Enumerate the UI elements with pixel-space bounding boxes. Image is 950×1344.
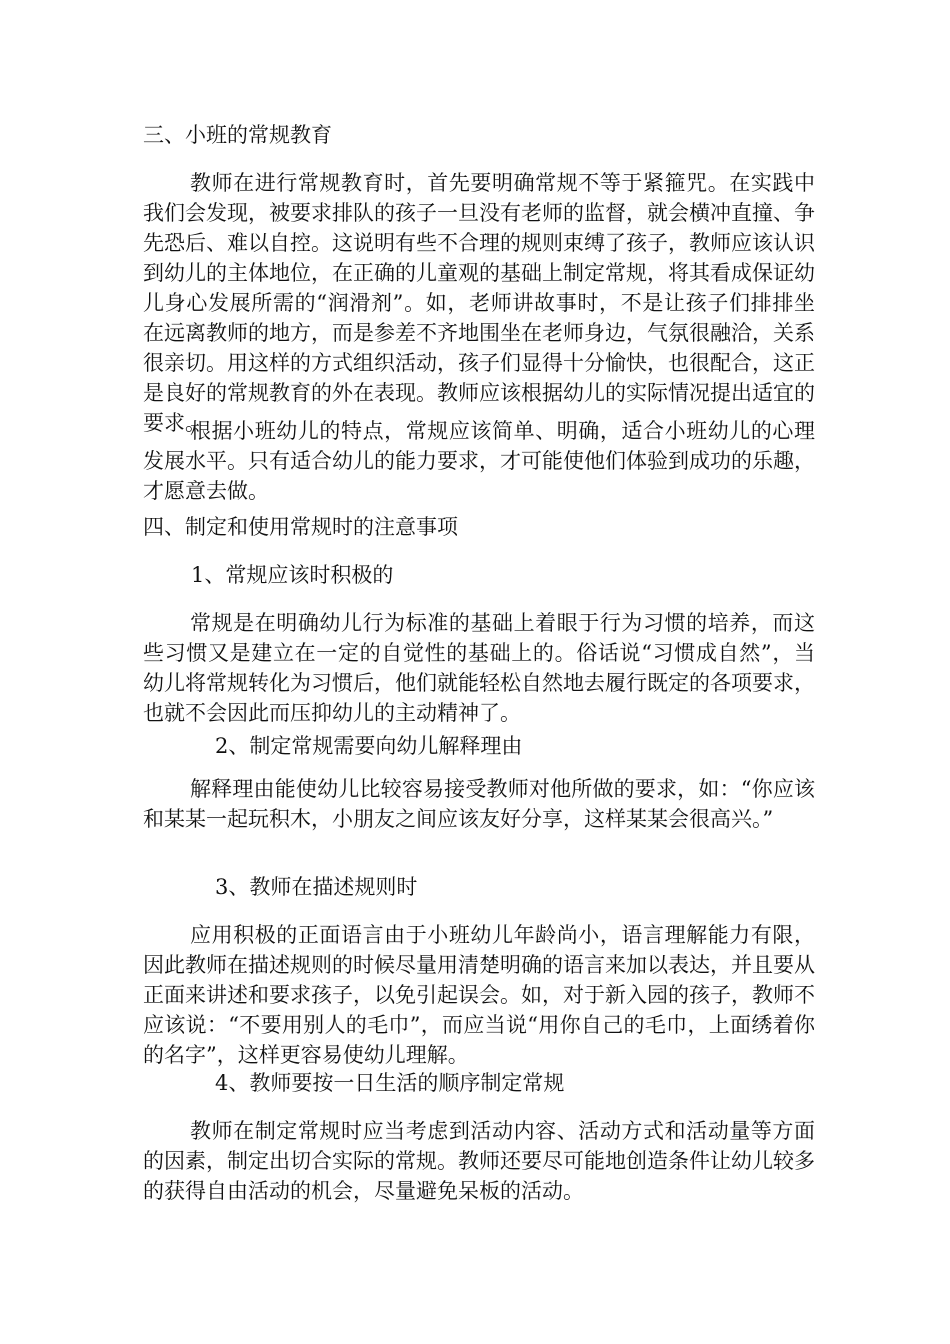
subsection-title: 2、制定常规需要向幼儿解释理由 <box>215 734 523 758</box>
subsection-title: 1、常规应该时积极的 <box>191 563 394 587</box>
paragraph: 常规是在明确幼儿行为标准的基础上着眼于行为习惯的培养，而这些习惯又是建立在一定的自觉性的基础上的。俗话说“习惯成自然”，当幼儿将常规转化为习惯后，他们就能轻松自然地去履行既定的各项要求，也就不会因此而压抑幼儿的主动精神了。 <box>143 611 815 725</box>
subsection-title: 4、教师要按一日生活的顺序制定常规 <box>215 1071 565 1095</box>
section-heading: 三、小班的常规教育 <box>143 123 332 147</box>
paragraph: 教师在进行常规教育时，首先要明确常规不等于紧箍咒。在实践中我们会发现，被要求排队的孩子一旦没有老师的监督，就会横冲直撞、争先恐后、难以自控。这说明有些不合理的规则束缚了孩子，教师应该认识到幼儿的主体地位，在正确的儿童观的基础上制定常规，将其看成保证幼儿身心发展所需的“润滑剂”。如，老师讲故事时，不是让孩子们排排坐在远离教师的地方，而是参差不齐地围坐在老师身边，气氛很融洽，关系很亲切。用这样的方式组织活动，孩子们显得十分愉快，也很配合，这正是良好的常规教育的外在表现。教师应该根据幼儿的实际情况提出适宜的要求。 <box>143 171 815 435</box>
paragraph: 根据小班幼儿的特点，常规应该简单、明确，适合小班幼儿的心理发展水平。只有适合幼儿的能力要求，才可能使他们体验到成功的乐趣，才愿意去做。 <box>143 419 815 503</box>
paragraph: 教师在制定常规时应当考虑到活动内容、活动方式和活动量等方面的因素，制定出切合实际的常规。教师还要尽可能地创造条件让幼儿较多的获得自由活动的机会，尽量避免呆板的活动。 <box>143 1119 815 1203</box>
paragraph: 解释理由能使幼儿比较容易接受教师对他所做的要求，如：“你应该和某某一起玩积木，小朋友之间应该友好分享，这样某某会很高兴。” <box>143 777 815 831</box>
subsection-title: 3、教师在描述规则时 <box>215 875 418 899</box>
paragraph: 应用积极的正面语言由于小班幼儿年龄尚小，语言理解能力有限，因此教师在描述规则的时候尽量用清楚明确的语言来加以表达，并且要从正面来讲述和要求孩子，以免引起误会。如，对于新入园的孩子，教师不应该说：“不要用别人的毛巾”，而应当说“用你自己的毛巾，上面绣着你的名字”，这样更容易使幼儿理解。 <box>143 923 815 1067</box>
section-heading: 四、制定和使用常规时的注意事项 <box>143 515 458 539</box>
